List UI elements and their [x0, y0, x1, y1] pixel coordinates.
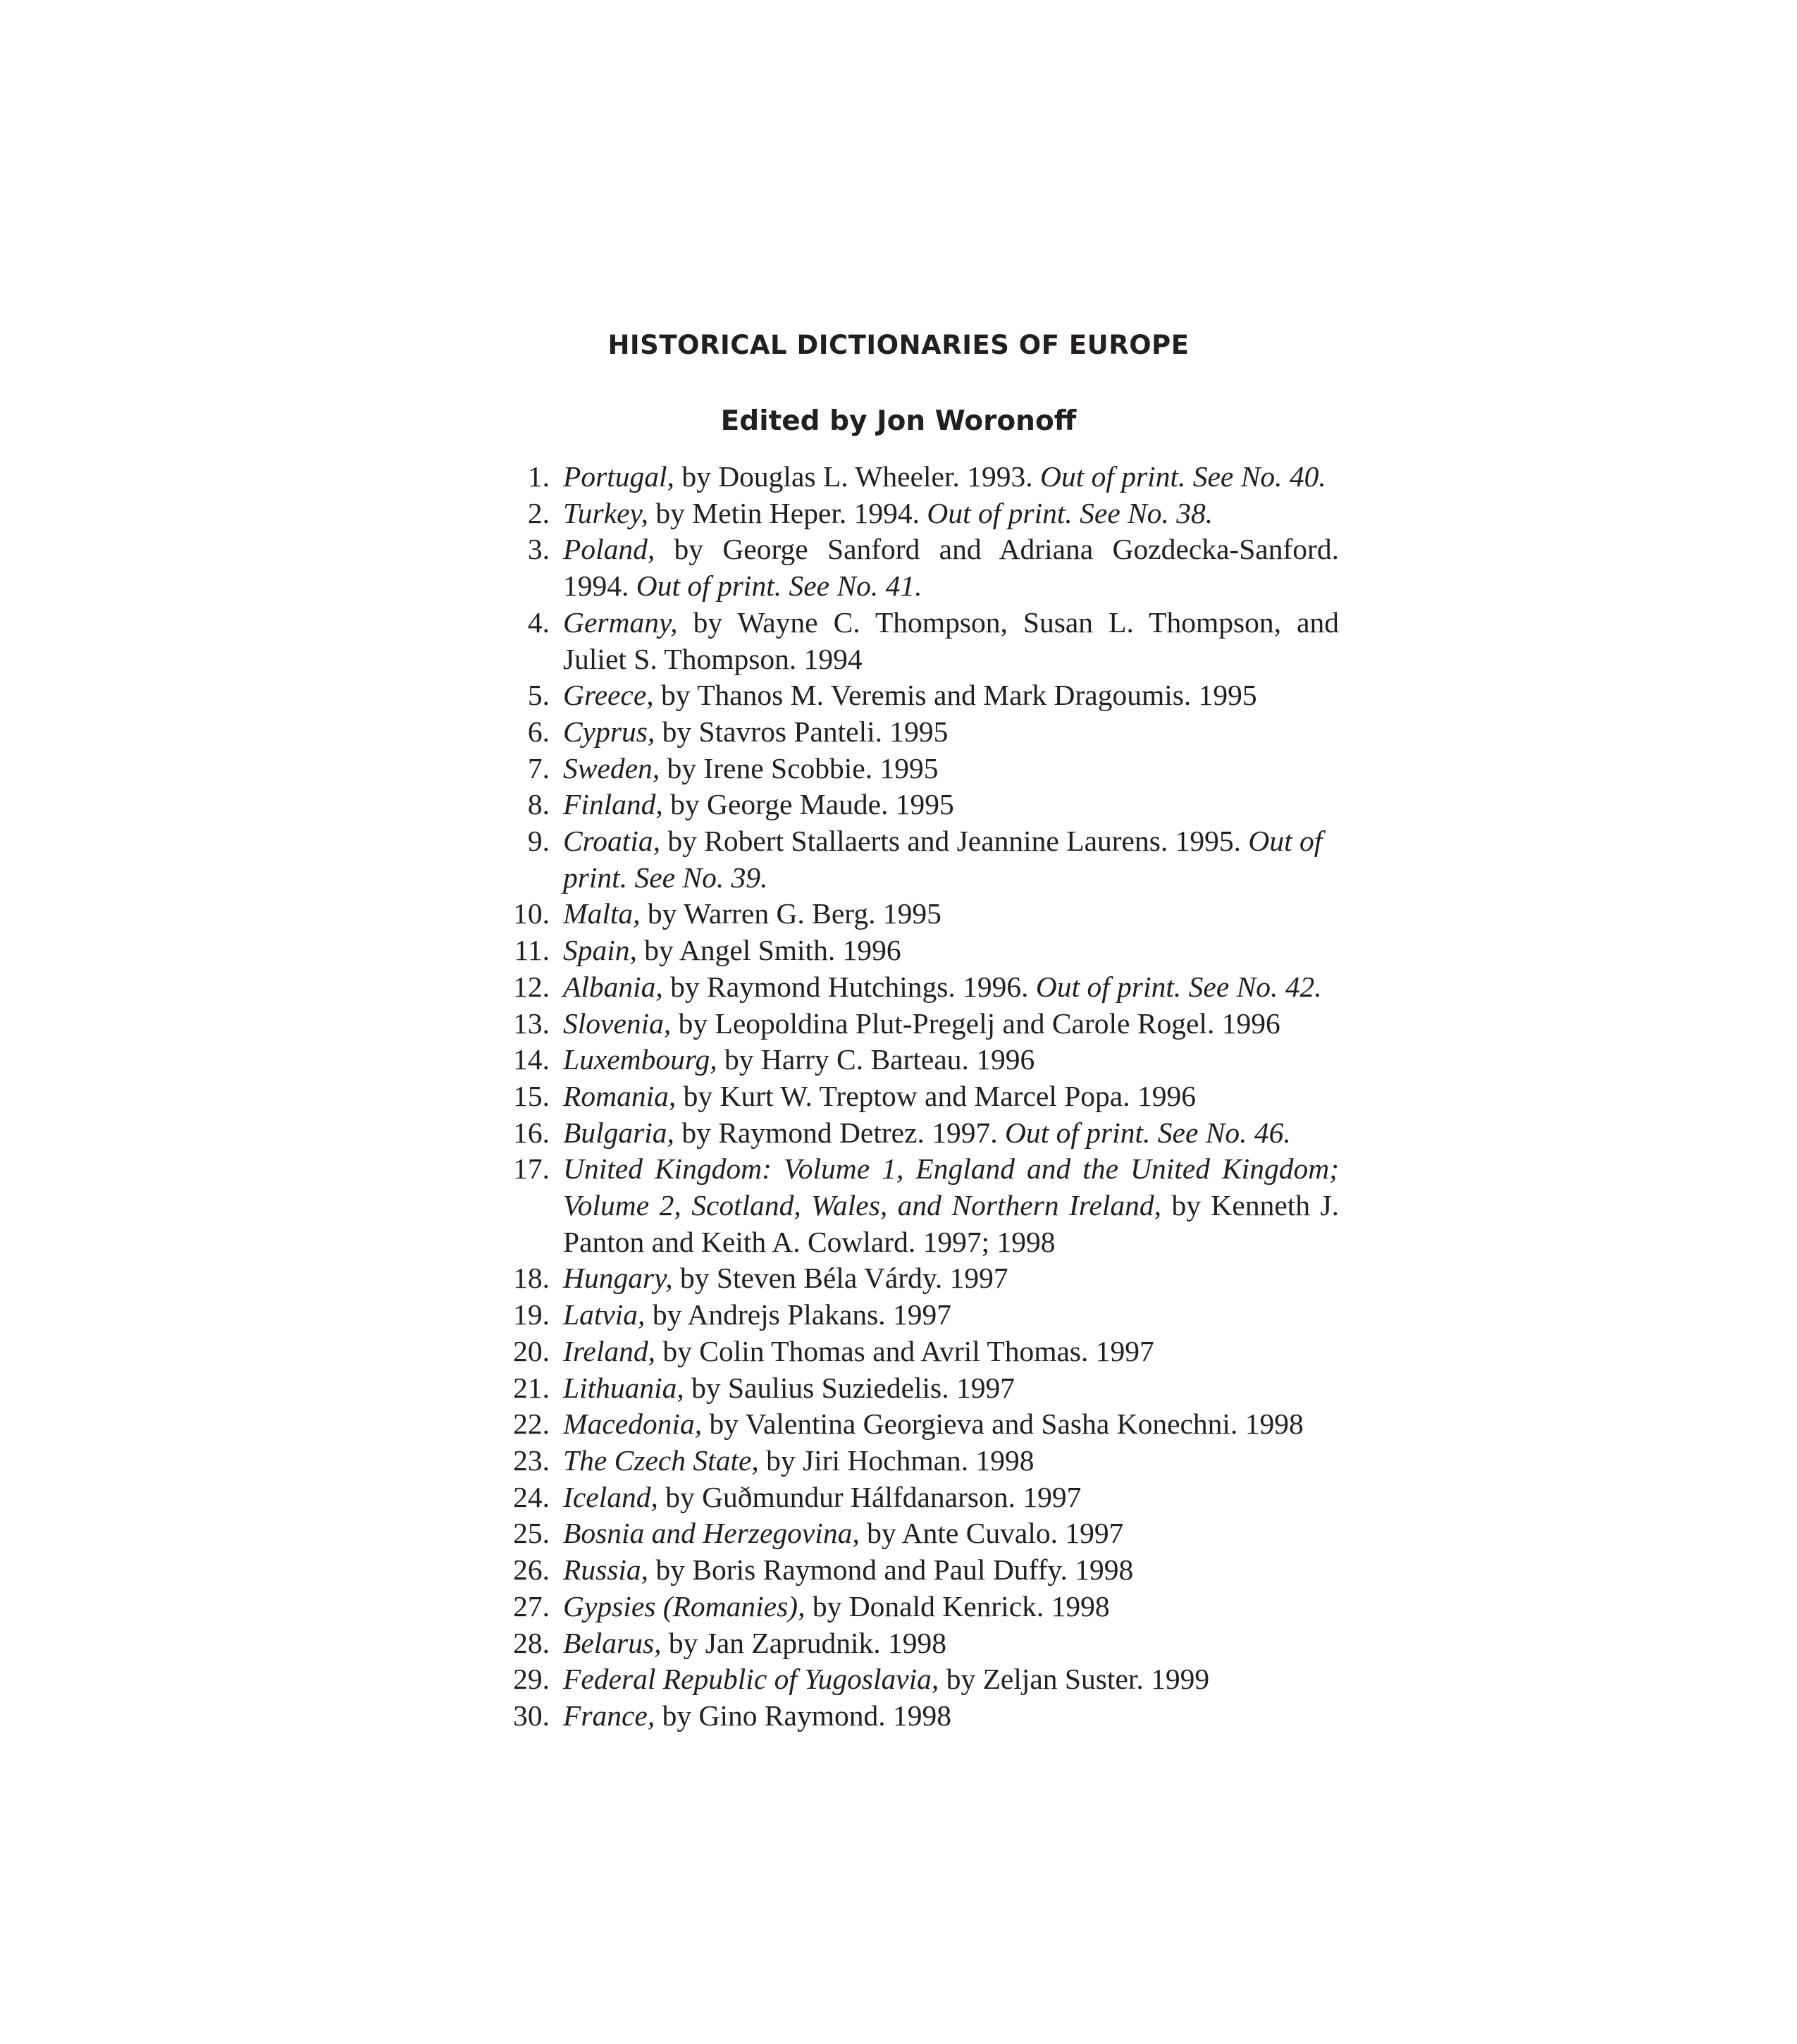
list-item: [493, 1260, 1339, 1297]
list-item: [493, 896, 1339, 932]
book-title: Lithuania: [563, 1371, 677, 1404]
book-note: Out of print. See No. 42.: [1035, 970, 1322, 1003]
book-details: by George Maude. 1995: [662, 788, 954, 821]
book-title: Belarus,: [563, 1626, 662, 1659]
list-item: [493, 932, 1339, 969]
book-details: by Kenneth J. Panton and Keith A. Cowlard. 1997; 1998: [563, 1189, 1339, 1258]
book-details: by Leopoldina Plut-Pregelj and Carole Rogel. 1996: [671, 1006, 1280, 1040]
item-entry: [552, 1661, 1339, 1698]
list-item: [493, 787, 1339, 823]
book-details: by Kurt W. Treptow and Marcel Popa. 1996: [676, 1079, 1196, 1112]
item-number: 28.: [513, 1626, 550, 1659]
list-item: [493, 677, 1339, 714]
item-entry: [552, 1151, 1339, 1260]
item-number: 3.: [527, 533, 550, 566]
book-details: by Ante Cuvalo. 1997: [859, 1517, 1124, 1550]
item-entry: [552, 896, 1339, 932]
book-title: Gypsies (Romanies),: [563, 1589, 805, 1623]
item-number: 7.: [527, 751, 550, 784]
list-item: [493, 1370, 1339, 1407]
list-item: [493, 1297, 1339, 1334]
book-title: Ireland,: [563, 1334, 656, 1367]
item-number: 15.: [513, 1079, 550, 1112]
list-item: [493, 1115, 1339, 1152]
book-details: by Thanos M. Veremis and Mark Dragoumis. 1995: [653, 679, 1257, 712]
item-number: 19.: [513, 1298, 550, 1331]
book-details: by Colin Thomas and Avril Thomas. 1997: [655, 1334, 1154, 1367]
book-details: by Douglas L. Wheeler. 1993.: [674, 460, 1040, 493]
item-number: 9.: [527, 825, 550, 858]
book-list: [493, 459, 1339, 1735]
book-details: by Guðmundur Hálfdanarson. 1997: [657, 1480, 1082, 1513]
item-entry: [552, 1334, 1339, 1370]
list-item: [493, 459, 1339, 495]
item-number: 12.: [513, 970, 550, 1003]
book-title: Macedonia,: [563, 1408, 703, 1441]
book-details: by Raymond Hutchings. 1996.: [662, 970, 1036, 1003]
item-number: 21.: [513, 1371, 550, 1404]
list-item: [493, 1698, 1339, 1735]
book-title: Slovenia,: [563, 1006, 672, 1040]
item-number: 1.: [527, 460, 550, 493]
book-details: by Wayne C. Thompson, Susan L. Thompson, and Juliet S. Thompson. 1994: [563, 605, 1339, 675]
item-number: 20.: [513, 1334, 550, 1367]
list-item: [493, 1334, 1339, 1370]
book-details: by Irene Scobbie. 1995: [660, 751, 939, 784]
book-details: by Valentina Georgieva and Sasha Konechni. 1998: [702, 1408, 1304, 1441]
book-title: Russia,: [563, 1553, 649, 1587]
book-title: Sweden,: [563, 751, 660, 784]
book-details: by George Sanford and Adriana Gozdecka-Sanford. 1994.: [563, 533, 1339, 603]
book-title: Hungary,: [563, 1262, 673, 1295]
list-item: [493, 969, 1339, 1006]
item-entry: [552, 605, 1339, 677]
book-title: Bosnia and Herzegovina,: [563, 1517, 860, 1550]
item-entry: [552, 495, 1339, 532]
book-title: Romania,: [563, 1079, 677, 1112]
item-number: 5.: [527, 679, 550, 712]
item-entry: [552, 1479, 1339, 1516]
list-item: [493, 1515, 1339, 1552]
list-item: [493, 1625, 1339, 1662]
item-number: 2.: [527, 496, 550, 529]
book-details: by Andrejs Plakans. 1997: [645, 1298, 952, 1331]
book-title: France,: [563, 1699, 655, 1732]
list-item: [493, 1589, 1339, 1625]
book-title: Poland,: [563, 533, 655, 566]
list-item: [493, 1042, 1339, 1078]
book-details: by Donald Kenrick. 1998: [805, 1589, 1110, 1623]
book-title: Federal Republic of Yugoslavia,: [563, 1663, 939, 1696]
item-number: 17.: [513, 1152, 550, 1186]
book-title: Germany,: [563, 605, 678, 639]
item-entry: [552, 1406, 1339, 1443]
item-entry: [552, 1698, 1339, 1735]
item-number: 23.: [513, 1443, 550, 1477]
book-title: Greece,: [563, 679, 654, 712]
item-entry: [552, 1042, 1339, 1078]
list-item: [493, 751, 1339, 787]
item-number: 11.: [514, 934, 550, 967]
book-title: Turkey,: [563, 496, 649, 529]
book-title: Bulgaria,: [563, 1116, 674, 1149]
book-title: Finland,: [563, 788, 663, 821]
item-number: 18.: [513, 1262, 550, 1295]
book-details: by Harry C. Barteau. 1996: [717, 1043, 1035, 1076]
item-entry: [552, 1260, 1339, 1297]
list-item: [493, 531, 1339, 604]
list-item: [493, 1078, 1339, 1115]
item-entry: [552, 714, 1339, 751]
item-entry: [552, 823, 1339, 896]
book-note: Out of print. See No. 38.: [927, 496, 1214, 529]
item-entry: [552, 677, 1339, 714]
item-entry: [552, 1297, 1339, 1334]
book-title: Cyprus,: [563, 715, 655, 748]
item-number: 29.: [513, 1663, 550, 1696]
item-entry: [552, 751, 1339, 787]
item-number: 6.: [527, 715, 550, 748]
book-details: , by Saulius Suziedelis. 1997: [677, 1371, 1015, 1404]
list-item: [493, 1479, 1339, 1516]
book-details: by Jiri Hochman. 1998: [758, 1443, 1035, 1477]
book-note: Out of print. See No. 39.: [563, 825, 1323, 894]
list-item: [493, 605, 1339, 677]
book-title: Latvia,: [563, 1298, 646, 1331]
book-details: by Stavros Panteli. 1995: [655, 715, 949, 748]
book-details: by Angel Smith. 1996: [636, 934, 901, 967]
item-entry: [552, 1006, 1339, 1042]
item-number: 22.: [513, 1408, 550, 1441]
item-entry: [552, 1370, 1339, 1407]
book-title: The Czech State,: [563, 1443, 759, 1477]
book-details: by Metin Heper. 1994.: [648, 496, 927, 529]
list-item: [493, 823, 1339, 896]
list-item: [493, 1406, 1339, 1443]
book-details: by Raymond Detrez. 1997.: [674, 1116, 1006, 1149]
book-details: by Boris Raymond and Paul Duffy. 1998: [648, 1553, 1134, 1587]
list-item: [493, 1006, 1339, 1042]
list-item: [493, 1552, 1339, 1589]
item-number: 25.: [513, 1517, 550, 1550]
series-editor: Edited by Jon Woronoff: [720, 405, 1077, 437]
series-title: HISTORICAL DICTIONARIES OF EUROPE: [607, 330, 1190, 360]
book-title: United Kingdom: Volume 1, England and the United Kingdom; Volume 2, Scotland, Wales, and Northern Ireland,: [563, 1152, 1339, 1222]
item-number: 27.: [513, 1589, 550, 1623]
list-item: [493, 1151, 1339, 1260]
item-number: 24.: [513, 1480, 550, 1513]
book-details: by Jan Zaprudnik. 1998: [661, 1626, 947, 1659]
item-number: 10.: [513, 897, 550, 930]
book-details: by Robert Stallaerts and Jeannine Laurens. 1995.: [660, 825, 1249, 858]
item-number: 16.: [513, 1116, 550, 1149]
item-number: 8.: [527, 788, 550, 821]
item-number: 4.: [527, 605, 550, 639]
item-entry: [552, 1515, 1339, 1552]
book-title: Portugal,: [563, 460, 674, 493]
item-entry: [552, 1589, 1339, 1625]
book-title: Luxembourg,: [563, 1043, 717, 1076]
book-note: Out of print. See No. 46.: [1005, 1116, 1291, 1149]
item-entry: [552, 531, 1339, 604]
item-entry: [552, 932, 1339, 969]
book-note: Out of print. See No. 41.: [636, 570, 922, 603]
book-details: by Steven Béla Várdy. 1997: [672, 1262, 1008, 1295]
book-note: Out of print. See No. 40.: [1039, 460, 1326, 493]
item-number: 30.: [513, 1699, 550, 1732]
book-title: Iceland,: [563, 1480, 658, 1513]
book-title: Croatia,: [563, 825, 660, 858]
book-title: Spain,: [563, 934, 637, 967]
item-entry: [552, 1625, 1339, 1662]
list-item: [493, 714, 1339, 751]
item-entry: [552, 1078, 1339, 1115]
item-number: 26.: [513, 1553, 550, 1587]
book-details: by Gino Raymond. 1998: [655, 1699, 951, 1732]
item-entry: [552, 1115, 1339, 1152]
book-details: by Warren G. Berg. 1995: [640, 897, 941, 930]
book-title: Malta,: [563, 897, 641, 930]
item-entry: [552, 459, 1339, 495]
item-entry: [552, 1552, 1339, 1589]
list-item: [493, 495, 1339, 532]
list-item: [493, 1443, 1339, 1479]
item-number: 13.: [513, 1006, 550, 1040]
item-entry: [552, 969, 1339, 1006]
list-item: [493, 1661, 1339, 1698]
item-number: 14.: [513, 1043, 550, 1076]
book-details: by Zeljan Suster. 1999: [939, 1663, 1210, 1696]
book-title: Albania,: [563, 970, 663, 1003]
item-entry: [552, 787, 1339, 823]
item-entry: [552, 1443, 1339, 1479]
